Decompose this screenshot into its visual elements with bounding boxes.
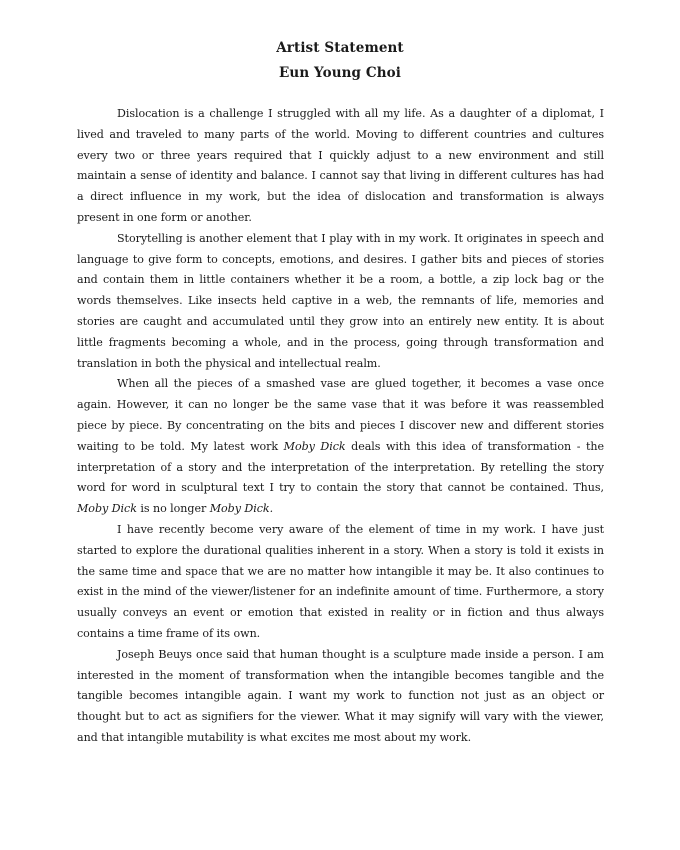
paragraph-storytelling: Storytelling is another element that I play with in my work. It originates in speech and language to give form to concepts, emotions, and desires. I gather bits and pieces of stories and contain them in little containers whether it be a room, a bottle, a zip lock bag or the words themselves. Like insects held captive in a web, the remnants of life, memories and stories are caught and accumulated until they grow into an entirely new entity. It is about little fragments becoming a whole, and in the process, going through transformation and translation in both the physical and intellectual realm. <box>77 231 604 370</box>
statement-body <box>77 104 604 749</box>
work-title-moby-dick: Moby Dick. <box>209 502 274 516</box>
work-title-moby-dick: Moby Dick <box>283 439 346 453</box>
paragraph-vase-text-3: is no longer <box>136 502 210 516</box>
document-author: Eun Young Choi <box>279 65 401 81</box>
paragraph-vase-text-1: When all the pieces of a smashed vase are glued together, it becomes a vase once again. However, it can no longer be the same vase that it was before it was reassembled piece by piece. By concentrating on the bits and pieces I discover new and different stories waiting to be told. My latest work <box>77 377 604 453</box>
paragraph-beuys: Joseph Beuys once said that human thought is a sculpture made inside a person. I am interested in the moment of transformation when the intangible becomes tangible and the tangible becomes intangible again. I want my work to function not just as an object or thought but to act as signifiers for the viewer. What it may signify will vary with the viewer, and that intangible mutability is what excites me most about my work. <box>77 647 604 744</box>
paragraph-dislocation: Dislocation is a challenge I struggled with all my life. As a daughter of a diplomat, I lived and traveled to many parts of the world. Moving to different countries and cultures every two or three years required that I quickly adjust to a new environment and still maintain a sense of identity and balance. I cannot say that living in different cultures has had a direct influence in my work, but the idea of dislocation and transformation is always present in one form or another. <box>77 107 604 224</box>
work-title-moby-dick: Moby Dick <box>77 502 137 516</box>
paragraph-vase <box>77 374 604 520</box>
paragraph-vase-text-2: deals with this idea of transformation - the interpretation of a story and the interpretation of the interpretation. By retelling the story word for word in sculptural text I try to contain the story that cannot be contained. Thus, <box>77 439 604 495</box>
document-title: Artist Statement <box>276 40 404 56</box>
paragraph-time: I have recently become very aware of the element of time in my work. I have just started to explore the durational qualities inherent in a story. When a story is told it exists in the same time and space that we are no matter how intangible it may be. It also continues to exist in the mind of the viewer/listener for an indefinite amount of time. Furthermore, a story usually conveys an event or emotion that existed in reality or in fiction and thus always contains a time frame of its own. <box>77 522 604 640</box>
